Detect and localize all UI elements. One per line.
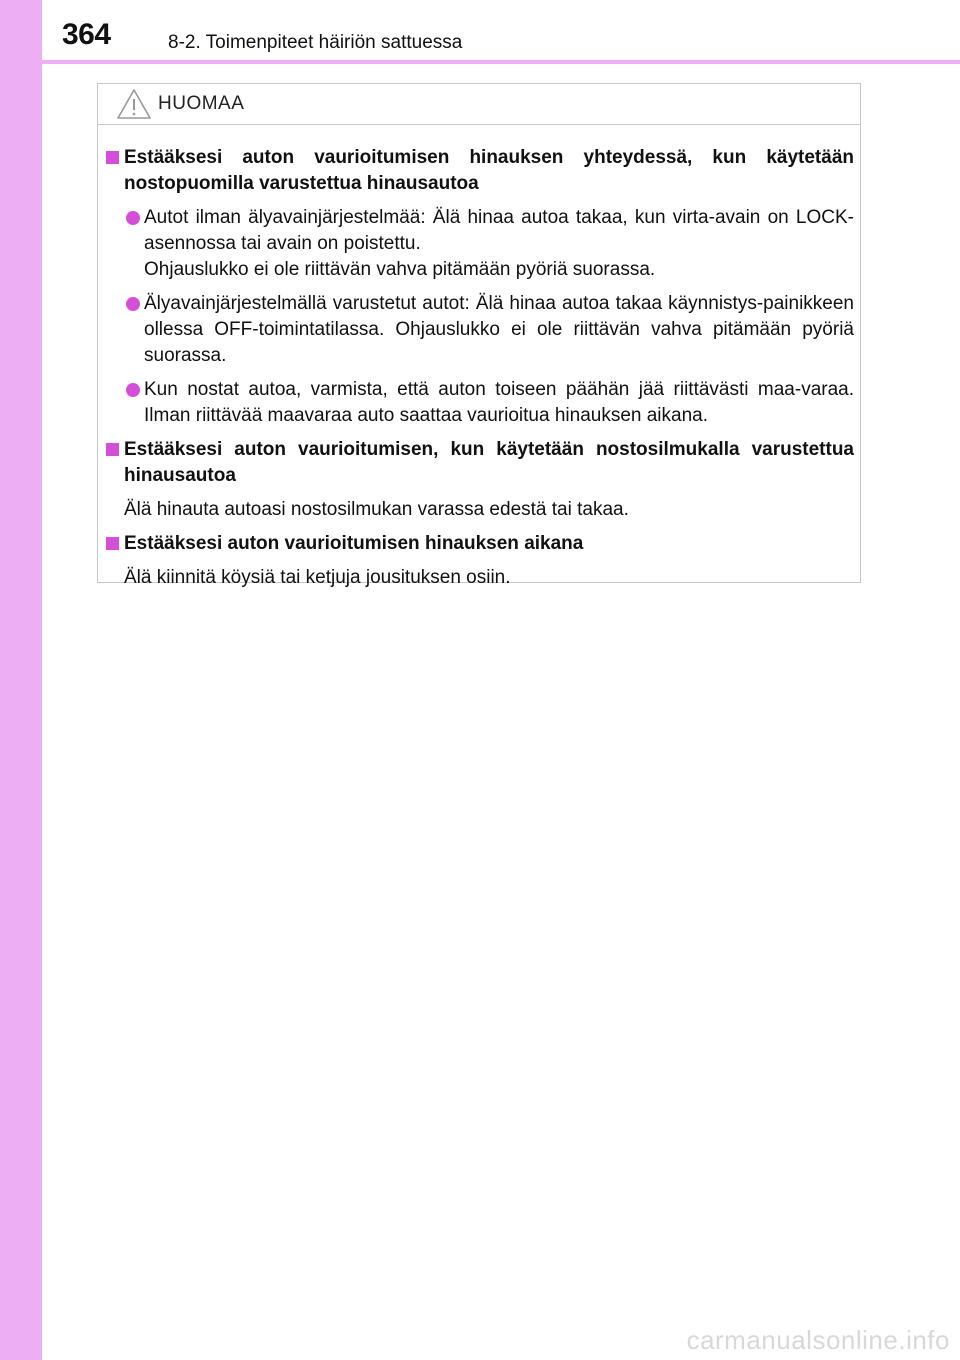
section-title: 8-2. Toimenpiteet häiriön sattuessa — [168, 32, 463, 53]
section-heading: Estääksesi auton vaurioitumisen, kun käytetään nostosilmukalla varustettua hinausautoa — [104, 437, 854, 489]
watermark: carmanualsonline.info — [686, 1325, 950, 1355]
notice-section — [104, 145, 854, 429]
section-body: Älä kiinnitä köysiä tai ketjuja jousituksen osiin. — [124, 567, 511, 588]
notice-box — [97, 83, 861, 588]
square-bullet-icon — [106, 537, 119, 550]
section-heading: Estääksesi auton vaurioitumisen hinauksen aikana — [104, 531, 854, 557]
page-number: 364 — [62, 18, 111, 51]
round-bullet-icon — [126, 211, 140, 225]
notice-section — [104, 531, 854, 591]
square-bullet-icon — [106, 443, 119, 456]
notice-section — [104, 437, 854, 523]
section-heading: Estääksesi auton vaurioitumisen hinauksen yhteydessä, kun käytetään nostopuomilla varustettua hinausautoa — [104, 145, 854, 197]
list-item: Älyavainjärjestelmällä varustetut autot: Älä hinaa autoa takaa käynnistys-painikkeen ollessa OFF-toimintatilassa. Ohjauslukko ei ole riittävän vahva pitämään pyöriä suorassa. — [104, 291, 854, 369]
notice-label: HUOMAA — [158, 93, 245, 114]
list-item: Autot ilman älyavainjärjestelmää: Älä hinaa autoa takaa, kun virta-avain on LOCK-asennossa tai avain on poistettu. Ohjauslukko ei ole riittävän vahva pitämään pyöriä suorassa. — [104, 205, 854, 283]
notice-header — [98, 84, 860, 125]
round-bullet-icon — [126, 383, 140, 397]
round-bullet-icon — [126, 297, 140, 311]
section-body: Älä hinauta autoasi nostosilmukan varassa edestä tai takaa. — [124, 499, 629, 520]
warning-triangle-icon — [116, 88, 152, 120]
square-bullet-icon — [106, 151, 119, 164]
notice-body — [98, 125, 860, 591]
header-rule — [42, 60, 960, 64]
side-color-band — [0, 0, 42, 1360]
list-item: Kun nostat autoa, varmista, että auton toiseen päähän jää riittävästi maa-varaa. Ilman riittävää maavaraa auto saattaa vaurioitua hinauksen aikana. — [104, 377, 854, 429]
